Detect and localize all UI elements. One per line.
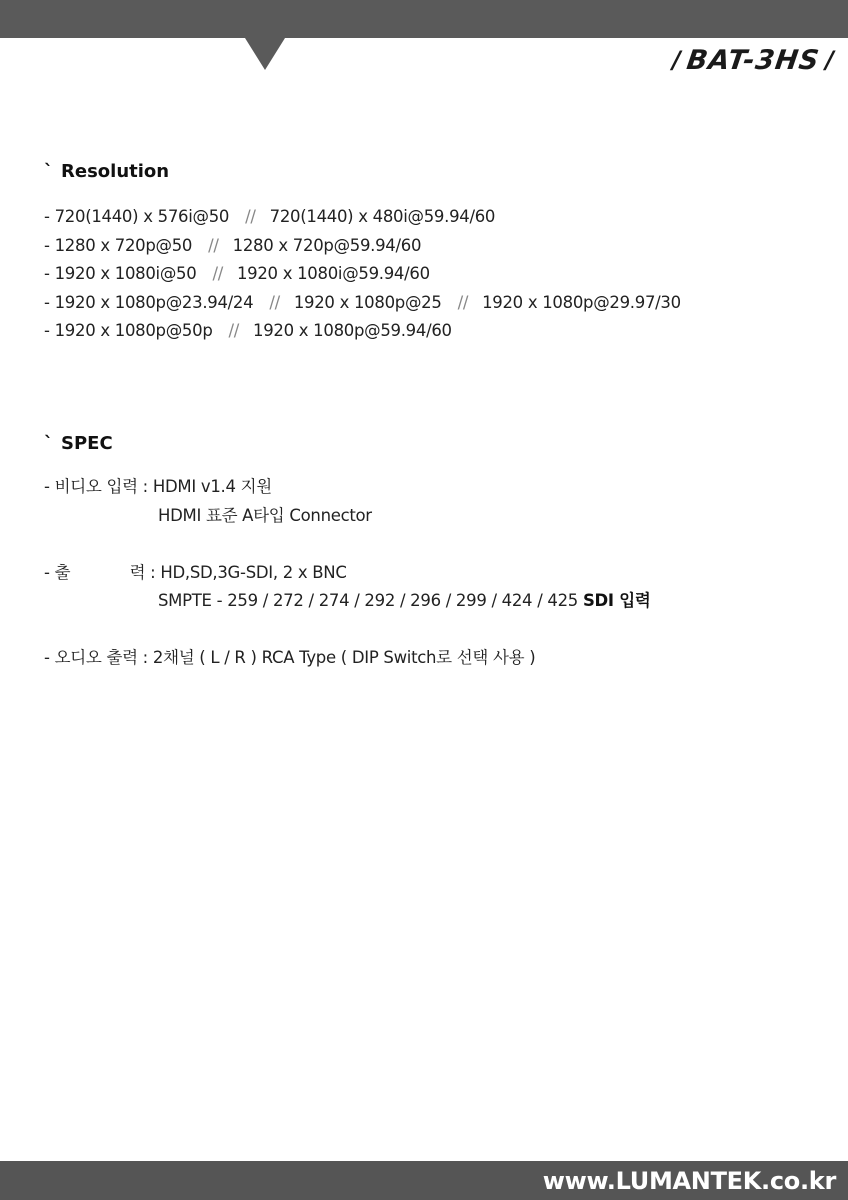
resolution-line [44,317,681,346]
resolution-separator: // [212,264,223,283]
logo-slash-left: / [672,46,681,74]
spec-tick: ` [44,433,53,454]
top-banner [0,0,848,38]
resolution-line [44,232,681,261]
spec-output [44,559,651,588]
resolution-item: 1920 x 1080p@29.97/30 [482,292,681,312]
resolution-separator: // [269,292,280,312]
logo-slash-right: / [825,46,834,74]
spec-list [44,473,651,673]
resolution-line [44,260,681,289]
spec-label: - 비디오 입력 : [44,477,153,496]
resolution-prefix: - [44,264,55,283]
resolution-prefix: - [44,321,55,340]
model-name: BAT-3HS [684,44,822,76]
spec-title [44,432,651,456]
banner-notch-arrow [245,38,285,70]
resolution-item: 1920 x 1080p@23.94/24 [54,292,254,312]
website-url[interactable]: www.LUMANTEK.co.kr [542,1167,836,1195]
resolution-item: 1920 x 1080p@25 [293,292,442,312]
resolution-item: 1920 x 1080p@50p [54,321,213,340]
resolution-item: 1920 x 1080p@59.94/60 [253,321,452,340]
spec-label: - 출 력 : [44,562,161,582]
resolution-separator: // [457,292,469,312]
resolution-item: 720(1440) x 480i@59.94/60 [269,207,496,226]
resolution-item: 1920 x 1080i@50 [54,264,197,283]
resolution-title-text: Resolution [61,161,170,182]
resolution-section [44,160,681,346]
spec-title-text: SPEC [61,433,113,454]
spec-audio-output [44,644,651,673]
spec-output-detail [44,587,651,616]
resolution-separator: // [208,235,219,255]
resolution-separator: // [245,207,256,226]
model-logo [666,44,840,76]
spec-value: HD,SD,3G-SDI, 2 x BNC [160,562,347,582]
resolution-item: 1280 x 720p@50 [54,235,193,255]
resolution-prefix: - [44,292,55,312]
resolution-line [44,289,681,318]
spec-section [44,432,651,673]
spec-value: 2채널 ( L / R ) RCA Type ( DIP Switch로 선택 사용 ) [152,648,536,667]
resolution-line [44,203,681,232]
spec-video-input-detail [44,502,651,531]
spec-value: HDMI 표준 A타입 Connector [158,505,372,525]
resolution-title [44,160,681,184]
spec-video-input [44,473,651,502]
resolution-prefix: - [44,207,55,226]
spec-label: - 오디오 출력 : [44,648,153,667]
spec-value: SMPTE - 259 / 272 / 274 / 292 / 296 / 299 / 424 / 425 [158,591,583,610]
resolution-item: 720(1440) x 576i@50 [54,207,230,226]
resolution-prefix: - [44,235,55,255]
spec-value: HDMI v1.4 지원 [152,477,272,496]
resolution-item: 1280 x 720p@59.94/60 [232,235,422,255]
resolution-list [44,203,681,346]
resolution-separator: // [228,321,240,340]
resolution-tick: ` [44,161,53,182]
spec-value-bold: SDI 입력 [582,591,651,610]
resolution-item: 1920 x 1080i@59.94/60 [236,264,430,283]
